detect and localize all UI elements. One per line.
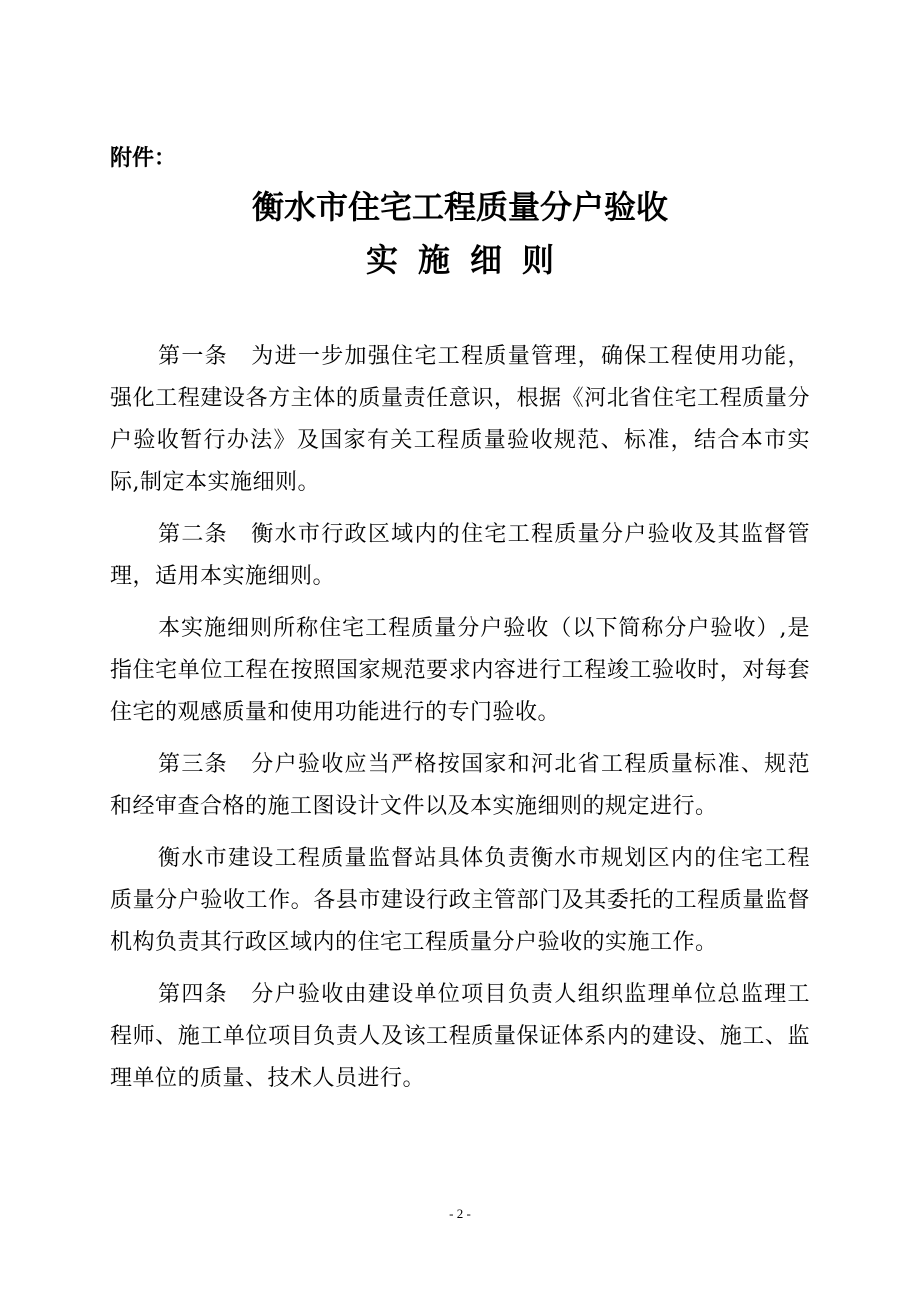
- article-number: 第三条: [158, 752, 228, 777]
- attachment-label: 附件：: [110, 146, 177, 171]
- article-number: 第四条: [158, 982, 228, 1007]
- document-body: [110, 336, 810, 1100]
- paragraph-responsibility: [110, 838, 810, 964]
- article-number: 第一条: [158, 344, 228, 369]
- paragraph-article-3: [110, 744, 810, 828]
- paragraph-text: 本实施细则所称住宅工程质量分户验收（以下简称分户验收）,是指住宅单位工程在按照国家规范要求内容进行工程竣工验收时，对每套住宅的观感质量和使用功能进行的专门验收。: [110, 616, 810, 725]
- paragraph-text: 衡水市建设工程质量监督站具体负责衡水市规划区内的住宅工程质量分户验收工作。各县市建设行政主管部门及其委托的工程质量监督机构负责其行政区域内的住宅工程质量分户验收的实施工作。: [110, 846, 810, 955]
- paragraph-article-2: [110, 514, 810, 598]
- paragraph-text: 衡水市行政区域内的住宅工程质量分户验收及其监督管理，适用本实施细则。: [110, 522, 810, 589]
- paragraph-article-4: [110, 974, 810, 1100]
- paragraph-definition: [110, 608, 810, 734]
- paragraph-article-1: [110, 336, 810, 504]
- paragraph-text: 分户验收由建设单位项目负责人组织监理单位总监理工程师、施工单位项目负责人及该工程质量保证体系内的建设、施工、监理单位的质量、技术人员进行。: [110, 982, 810, 1091]
- paragraph-text: 为进一步加强住宅工程质量管理，确保工程使用功能，强化工程建设各方主体的质量责任意识，根据《河北省住宅工程质量分户验收暂行办法》及国家有关工程质量验收规范、标准，结合本市实际,制定本实施细则。: [110, 344, 810, 495]
- paragraph-text: 分户验收应当严格按国家和河北省工程质量标准、规范和经审查合格的施工图设计文件以及本实施细则的规定进行。: [110, 752, 810, 819]
- document-title-line1: 衡水市住宅工程质量分户验收: [251, 188, 668, 226]
- page-number: - 2 -: [449, 1206, 471, 1221]
- article-number: 第二条: [158, 522, 228, 547]
- document-title-line2: 实施细则: [365, 241, 574, 279]
